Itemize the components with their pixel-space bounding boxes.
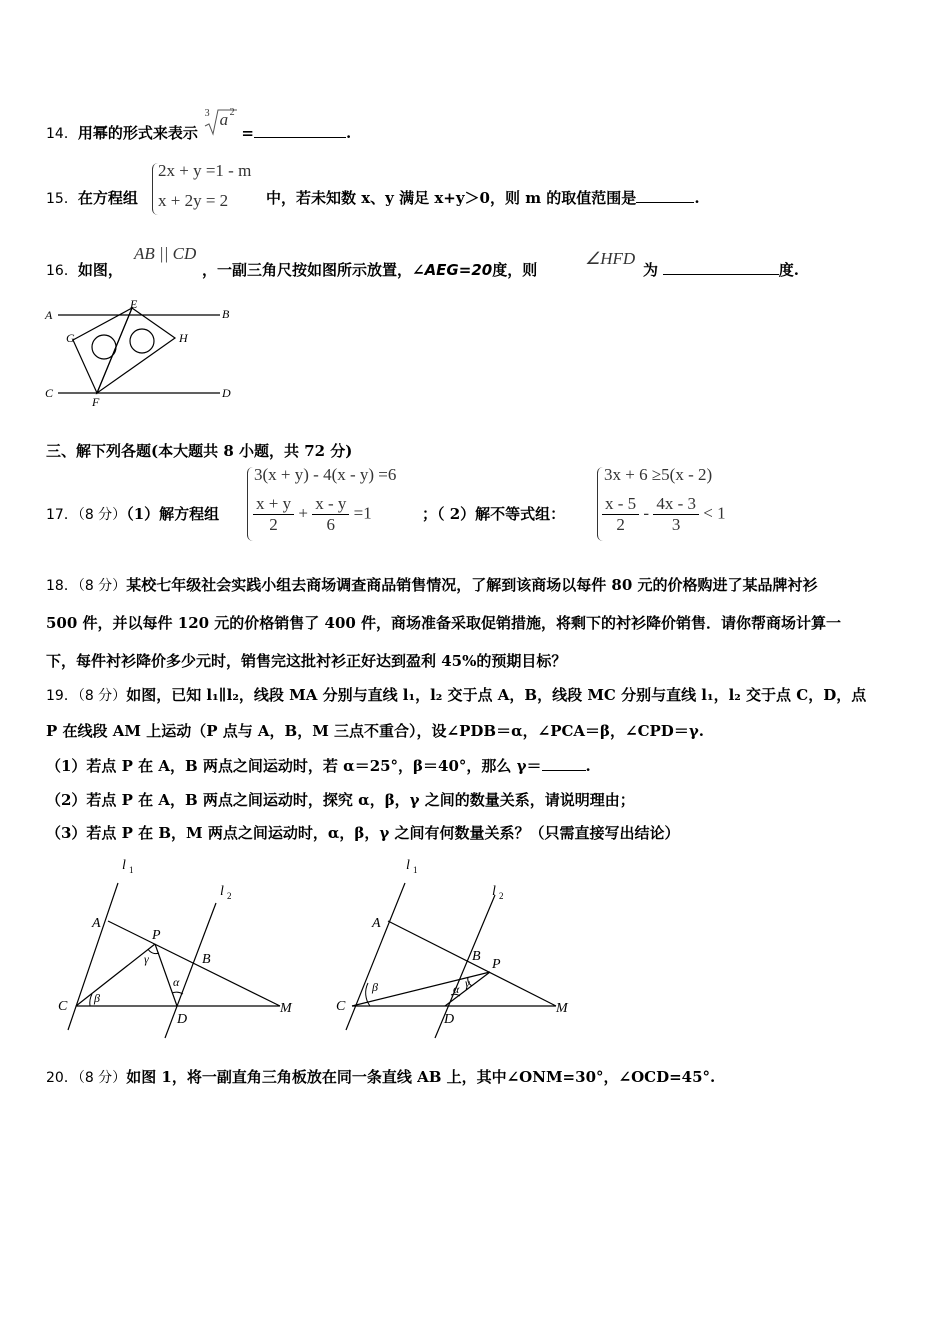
- question-16: 16．如图，: [46, 261, 123, 279]
- question-number: 16．: [46, 263, 78, 279]
- label-p: P: [492, 957, 501, 972]
- label-p: P: [152, 928, 161, 943]
- question-16-mid: ，一副三角尺按如图所示放置，∠AEG=20度，则: [202, 261, 538, 279]
- figure-16-triangles: [40, 298, 240, 410]
- figure-19-left: [48, 855, 308, 1045]
- question-19-sub-1: （1）若点 P 在 A，B 两点之间运动时，若 α＝25°，β＝40°，那么 γ＝ .: [46, 757, 591, 775]
- label-l1-sub: 1: [413, 865, 418, 875]
- label-alpha: α: [453, 982, 460, 996]
- label-c: C: [45, 386, 54, 400]
- label-beta: β: [372, 980, 378, 994]
- section-3-title: 三、解下列各题(本大题共 8 小题，共 72 分): [46, 442, 353, 460]
- question-19-sub-3: （3）若点 P 在 B，M 两点之间运动时，α，β，γ 之间有何数量关系？（只需直接写出结论）: [46, 824, 680, 842]
- angle-hfd: ∠HFD: [585, 249, 636, 268]
- question-20: 20．（8 分）如图 1，将一副直角三角板放在同一条直线 AB 上，其中∠ONM=30°，∠OCD=45°.: [46, 1068, 716, 1086]
- label-l1-sub: 1: [129, 865, 134, 875]
- answer-blank[interactable]: [542, 770, 586, 771]
- question-18-line-2: 500 件，并以每件 120 元的价格销售了 400 件，商场准备采取促销措施，将剩下的衬衫降价销售．请你帮商场计算一: [46, 614, 842, 632]
- label-h: H: [179, 331, 188, 345]
- label-gamma: γ: [144, 952, 149, 966]
- question-14: 14．用幂的形式来表示 3 a 2 = .: [46, 107, 352, 142]
- label-g: G: [66, 331, 75, 345]
- label-d: D: [444, 1012, 455, 1027]
- question-number: 14．: [46, 126, 78, 142]
- question-number: 19．: [46, 688, 78, 704]
- label-c: C: [336, 999, 346, 1014]
- system1-eq1: 3(x + y) - 4(x - y) =6: [254, 465, 397, 484]
- parallel-ab-cd: AB || CD: [134, 244, 197, 263]
- label-beta: β: [94, 991, 100, 1005]
- question-18-line-1: 18．（8 分）某校七年级社会实践小组去商场调查商品销售情况，了解到该商场以每件 80 元的价格购进了某品牌衬衫: [46, 576, 818, 594]
- question-18-line-3: 下，每件衬衫降价多少元时，销售完这批衬衫正好达到盈利 45%的预期目标？: [46, 652, 567, 670]
- label-m: M: [280, 1001, 292, 1016]
- question-19-line-1: 19．（8 分）如图，已知 l₁∥l₂，线段 MA 分别与直线 l₁，l₂ 交于点 A，B，线段 MC 分别与直线 l₁，l₂ 交于点 C，D，点: [46, 686, 867, 704]
- label-e: E: [130, 298, 138, 311]
- equation-2: x + 2y = 2: [158, 191, 229, 210]
- question-19-sub-2: （2）若点 P 在 A，B 两点之间运动时，探究 α，β，γ 之间的数量关系，请说明理由；: [46, 791, 635, 809]
- label-a: A: [45, 308, 53, 322]
- question-number: 20．: [46, 1070, 78, 1086]
- question-16-tail: 为 度.: [643, 261, 800, 279]
- label-d: D: [177, 1012, 188, 1027]
- label-gamma: γ: [465, 976, 470, 990]
- label-m: M: [556, 1001, 568, 1016]
- label-alpha: α: [173, 975, 180, 989]
- question-text: 用幂的形式来表示: [77, 124, 198, 142]
- label-f: F: [92, 395, 100, 409]
- label-l1: l: [406, 858, 410, 873]
- label-b: B: [202, 952, 211, 967]
- label-l2: l: [492, 884, 496, 899]
- system2-ineq2: $\frac{x - 5}{2}$ - $\frac{4x - 3}{3}$ < 1: [602, 494, 726, 535]
- label-l2: l: [220, 884, 224, 899]
- cube-root-a-squared: 3 a 2: [203, 116, 237, 142]
- question-15-tail: 中，若未知数 x、y 满足 x+y＞0，则 m 的取值范围是 .: [266, 189, 700, 207]
- question-number: 18．: [46, 578, 78, 594]
- label-b: B: [222, 307, 230, 321]
- label-l2-sub: 2: [499, 891, 504, 901]
- question-17-part2: ；（ 2）解不等式组：: [422, 505, 566, 523]
- question-19-line-2: P 在线段 AM 上运动（P 点与 A，B，M 三点不重合），设∠PDB＝α，∠PCA＝β，∠CPD＝γ.: [46, 722, 704, 740]
- equation-1: 2x + y =1 - m: [158, 161, 252, 180]
- label-c: C: [58, 999, 68, 1014]
- system2-ineq1: 3x + 6 ≥5(x - 2): [604, 465, 713, 484]
- question-number: 17．: [46, 507, 78, 523]
- question-15: 15．在方程组: [46, 189, 138, 207]
- label-d: D: [222, 386, 231, 400]
- system1-eq2: $\frac{x + y}{2}$ + $\frac{x - y}{6}$ =1: [253, 494, 372, 535]
- answer-blank[interactable]: [254, 137, 346, 138]
- answer-blank[interactable]: [636, 202, 694, 203]
- figure-19-right: [330, 855, 590, 1045]
- answer-blank[interactable]: [663, 274, 779, 275]
- label-l1: l: [122, 858, 126, 873]
- label-l2-sub: 2: [227, 891, 232, 901]
- label-b: B: [472, 949, 481, 964]
- label-a: A: [372, 916, 381, 931]
- label-a: A: [92, 916, 101, 931]
- question-17: 17．（8 分）（1）解方程组: [46, 505, 220, 523]
- question-number: 15．: [46, 191, 78, 207]
